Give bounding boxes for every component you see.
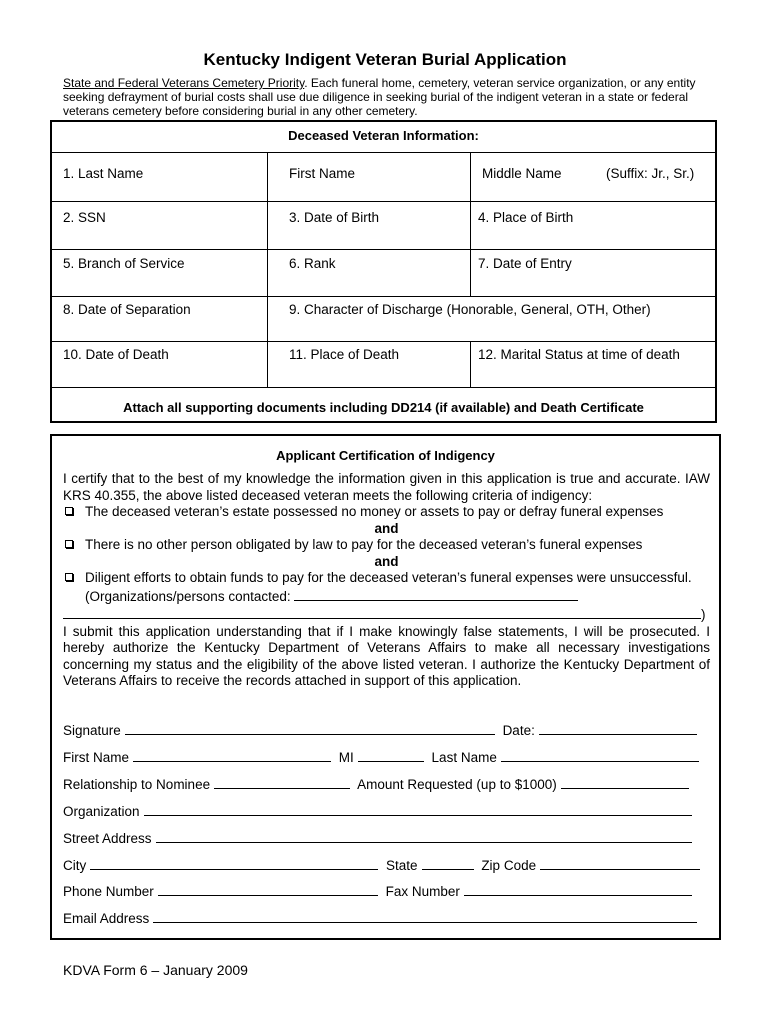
applicant-first-name-input[interactable] <box>133 748 331 762</box>
relationship-row <box>63 775 710 792</box>
street-row <box>63 829 710 846</box>
criterion-3 <box>63 570 710 605</box>
email-label: Email Address <box>63 911 150 926</box>
last-name-field[interactable]: 1. Last Name <box>63 166 144 181</box>
relationship-label: Relationship to Nominee <box>63 777 211 792</box>
divider <box>52 152 715 153</box>
phone-row <box>63 882 710 899</box>
deceased-veteran-section <box>50 120 717 423</box>
form-title: Kentucky Indigent Veteran Burial Application <box>203 50 567 69</box>
state-input[interactable] <box>422 856 474 870</box>
statement-paragraph: I submit this application understanding that if I make knowingly false statements, I will be prosecuted. I hereby authorize the Kentucky Department of Veterans Affairs to make all necessary investigations concerning my status and the eligibility of the above listed veteran. I authorize the Kentucky Department of Veterans Affairs to receive the records attached in support of this application. <box>63 623 710 688</box>
organizations-contacted-line <box>63 605 710 624</box>
divider <box>52 201 715 202</box>
mi-label: MI <box>338 750 354 765</box>
zip-input[interactable] <box>540 856 700 870</box>
name-row <box>63 748 710 765</box>
divider <box>52 249 715 250</box>
first-name-label: First Name <box>63 750 130 765</box>
city-input[interactable] <box>90 856 378 870</box>
relationship-input[interactable] <box>214 775 350 789</box>
checkbox-criterion-2[interactable] <box>65 540 73 548</box>
email-row <box>63 909 710 926</box>
date-input[interactable] <box>539 721 697 735</box>
organization-row <box>63 802 710 819</box>
divider <box>52 387 715 388</box>
certification-intro: I certify that to the best of my knowledge the information given in this application is true and accurate. IAW KRS 40.355, the above listed deceased veteran meets the following criteria of indigency: <box>63 471 710 503</box>
state-label: State <box>386 858 418 873</box>
criterion-3-text: Diligent efforts to obtain funds to pay for the deceased veteran’s funeral expenses were unsuccessful. (Organizations/persons contacted: <box>85 570 692 604</box>
mi-input[interactable] <box>358 748 424 762</box>
certification-body <box>63 471 710 690</box>
first-name-field[interactable]: First Name <box>289 166 356 181</box>
amount-label: Amount Requested (up to $1000) <box>357 777 557 792</box>
priority-label: State and Federal Veterans Cemetery Priority <box>63 76 305 90</box>
and-label: and <box>374 553 399 569</box>
column-divider <box>267 152 268 387</box>
column-divider <box>470 152 471 296</box>
criterion-1 <box>63 504 710 521</box>
fax-input[interactable] <box>464 882 692 896</box>
signature-input[interactable] <box>125 721 495 735</box>
phone-input[interactable] <box>158 882 378 896</box>
certification-heading: Applicant Certification of Indigency <box>276 448 495 463</box>
criterion-1-text: The deceased veteran’s estate possessed no money or assets to pay or defray funeral expenses <box>85 504 664 519</box>
rank-field[interactable]: 6. Rank <box>289 256 336 271</box>
divider <box>52 341 715 342</box>
place-of-death-field[interactable]: 11. Place of Death <box>289 347 400 362</box>
attach-documents-note: Attach all supporting documents including DD214 (if available) and Death Certificate <box>123 400 644 415</box>
organizations-contacted-input[interactable] <box>294 587 578 601</box>
date-of-entry-field[interactable]: 7. Date of Entry <box>478 256 572 271</box>
street-input[interactable] <box>156 829 692 843</box>
date-of-death-field[interactable]: 10. Date of Death <box>63 347 169 362</box>
last-name-label: Last Name <box>431 750 497 765</box>
intro-text: . Each funeral home, cemetery, veteran service organization, or any entity seeking defrayment of burial costs shall use due diligence in seeking burial of the indigent veteran in a state or federal veterans cemetery before considering burial in any other cemetery. <box>63 76 696 118</box>
amount-input[interactable] <box>561 775 689 789</box>
signature-label: Signature <box>63 723 121 738</box>
divider <box>52 296 715 297</box>
zip-label: Zip Code <box>481 858 537 873</box>
intro-paragraph <box>63 76 715 118</box>
character-of-discharge-field[interactable]: 9. Character of Discharge (Honorable, General, OTH, Other) <box>289 302 651 317</box>
and-label: and <box>374 520 399 536</box>
criterion-2 <box>63 537 710 554</box>
close-paren: ) <box>701 607 706 622</box>
checkbox-criterion-3[interactable] <box>65 573 73 581</box>
street-label: Street Address <box>63 831 152 846</box>
certification-section <box>50 434 721 940</box>
email-input[interactable] <box>153 909 697 923</box>
fax-label: Fax Number <box>385 884 460 899</box>
phone-label: Phone Number <box>63 884 154 899</box>
column-divider <box>470 341 471 387</box>
marital-status-field[interactable]: 12. Marital Status at time of death <box>478 347 680 362</box>
date-of-birth-field[interactable]: 3. Date of Birth <box>289 210 380 225</box>
ssn-field[interactable]: 2. SSN <box>63 210 106 225</box>
date-label: Date: <box>502 723 535 738</box>
checkbox-criterion-1[interactable] <box>65 507 73 515</box>
criterion-2-text: There is no other person obligated by law to pay for the deceased veteran’s funeral expenses <box>85 537 643 552</box>
city-label: City <box>63 858 87 873</box>
organization-input[interactable] <box>144 802 692 816</box>
deceased-heading: Deceased Veteran Information: <box>288 128 479 143</box>
form-footer: KDVA Form 6 – January 2009 <box>63 962 248 978</box>
signature-row <box>63 721 710 738</box>
applicant-last-name-input[interactable] <box>501 748 699 762</box>
place-of-birth-field[interactable]: 4. Place of Birth <box>478 210 574 225</box>
suffix-note: (Suffix: Jr., Sr.) <box>606 166 695 181</box>
date-of-separation-field[interactable]: 8. Date of Separation <box>63 302 191 317</box>
middle-name-field[interactable]: Middle Name <box>482 166 562 181</box>
city-row <box>63 856 710 873</box>
organizations-contacted-input-2[interactable] <box>63 605 701 619</box>
branch-of-service-field[interactable]: 5. Branch of Service <box>63 256 185 271</box>
organization-label: Organization <box>63 804 140 819</box>
